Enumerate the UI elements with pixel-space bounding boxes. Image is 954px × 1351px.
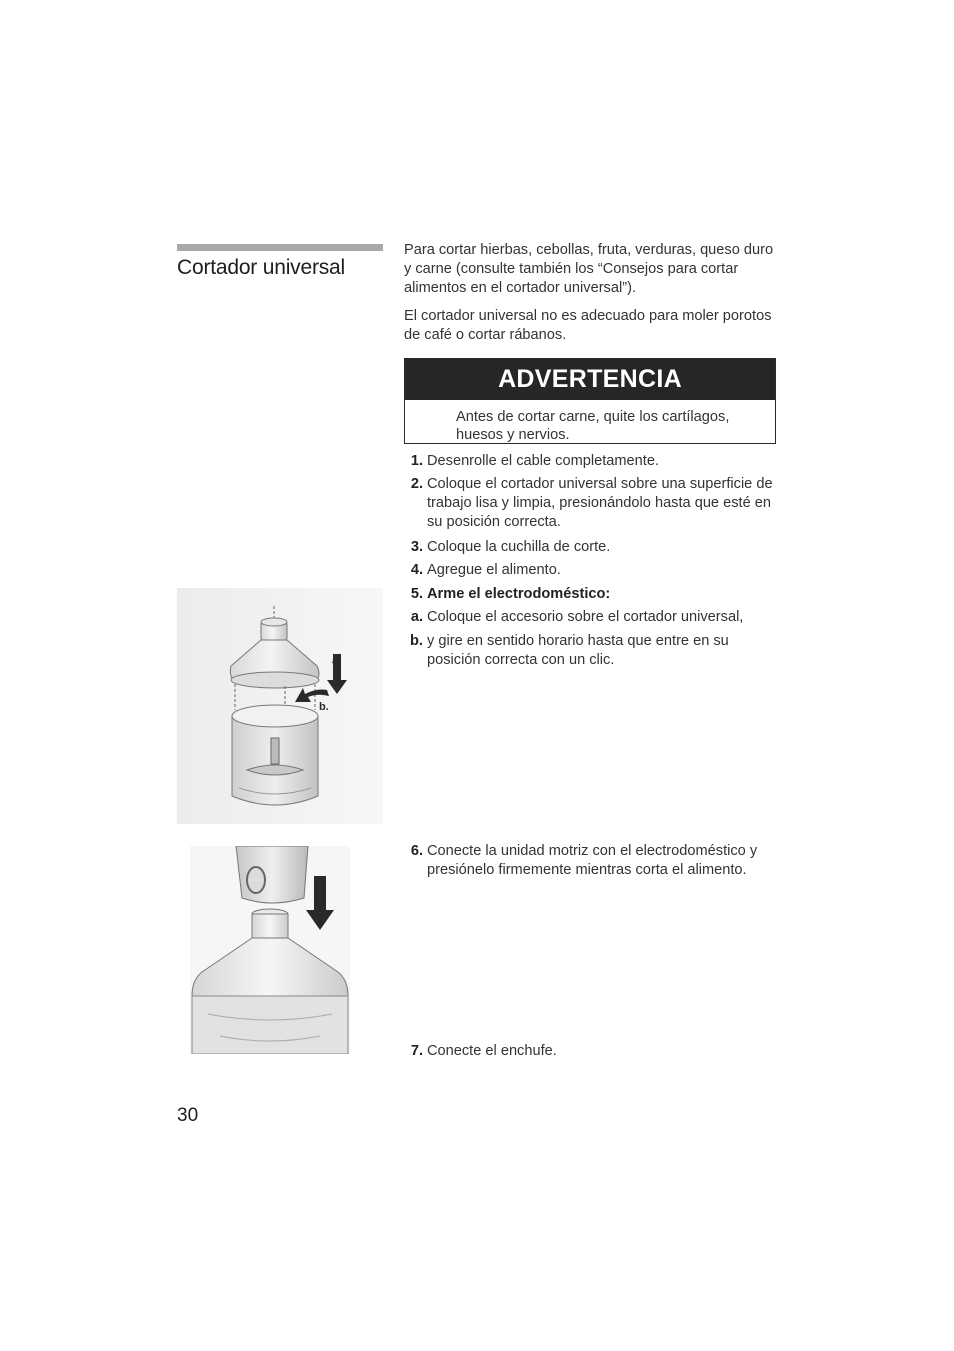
step-number: 6.: [410, 843, 423, 859]
step-number: 5.: [410, 586, 423, 602]
warning-box: [404, 358, 776, 444]
step-2: [404, 475, 784, 532]
step-6: [404, 842, 784, 880]
step-number: 7.: [410, 1043, 423, 1059]
step-7: [404, 1042, 784, 1061]
label-b: b.: [319, 701, 329, 713]
step-text: Agregue el alimento.: [427, 562, 561, 578]
step-number: b.: [410, 633, 423, 649]
step-text: Arme el electrodoméstico:: [427, 586, 611, 602]
step-number: 1.: [410, 453, 423, 469]
label-a: a.: [332, 655, 342, 667]
suitability-paragraph: El cortador universal no es adecuado para moler porotos de café o cortar rábanos.: [404, 308, 772, 343]
step-text: Coloque la cuchilla de corte.: [427, 539, 611, 555]
step-text: Conecte la unidad motriz con el electrodoméstico y presiónelo firmemente mientras corta el alimento.: [427, 843, 758, 878]
step-text: Conecte el enchufe.: [427, 1043, 557, 1059]
step-text: Coloque el accesorio sobre el cortador universal,: [427, 609, 744, 625]
step-text: y gire en sentido horario hasta que entre en su posición correcta con un clic.: [427, 633, 729, 668]
intro-paragraph: Para cortar hierbas, cebollas, fruta, verduras, queso duro y carne (consulte también los “Consejos para cortar alimentos en el cortador universal”).: [404, 242, 774, 296]
step-4: [404, 561, 784, 580]
step-text: Desenrolle el cable completamente.: [427, 453, 660, 469]
step-text: Coloque el cortador universal sobre una superficie de trabajo lisa y limpia, presionándolo hasta que esté en su posición correcta.: [427, 476, 773, 530]
step-number: 2.: [410, 476, 423, 492]
step-5b: [404, 632, 784, 670]
page-number: 30: [177, 1105, 199, 1126]
step-number: a.: [410, 609, 423, 625]
step-3: [404, 538, 784, 557]
step-5: [404, 585, 784, 604]
step-5a: [404, 608, 784, 627]
section-title: Cortador universal: [177, 256, 345, 279]
step-number: 4.: [410, 562, 423, 578]
warning-text: Antes de cortar carne, quite los cartílagos, huesos y nervios.: [456, 409, 730, 443]
chopper-assembly-illustration: [177, 588, 383, 824]
step-1: [404, 452, 784, 471]
motor-unit-illustration: [190, 846, 350, 1054]
step-number: 3.: [410, 539, 423, 555]
warning-title: ADVERTENCIA: [405, 359, 775, 400]
section-rule: [177, 244, 383, 251]
